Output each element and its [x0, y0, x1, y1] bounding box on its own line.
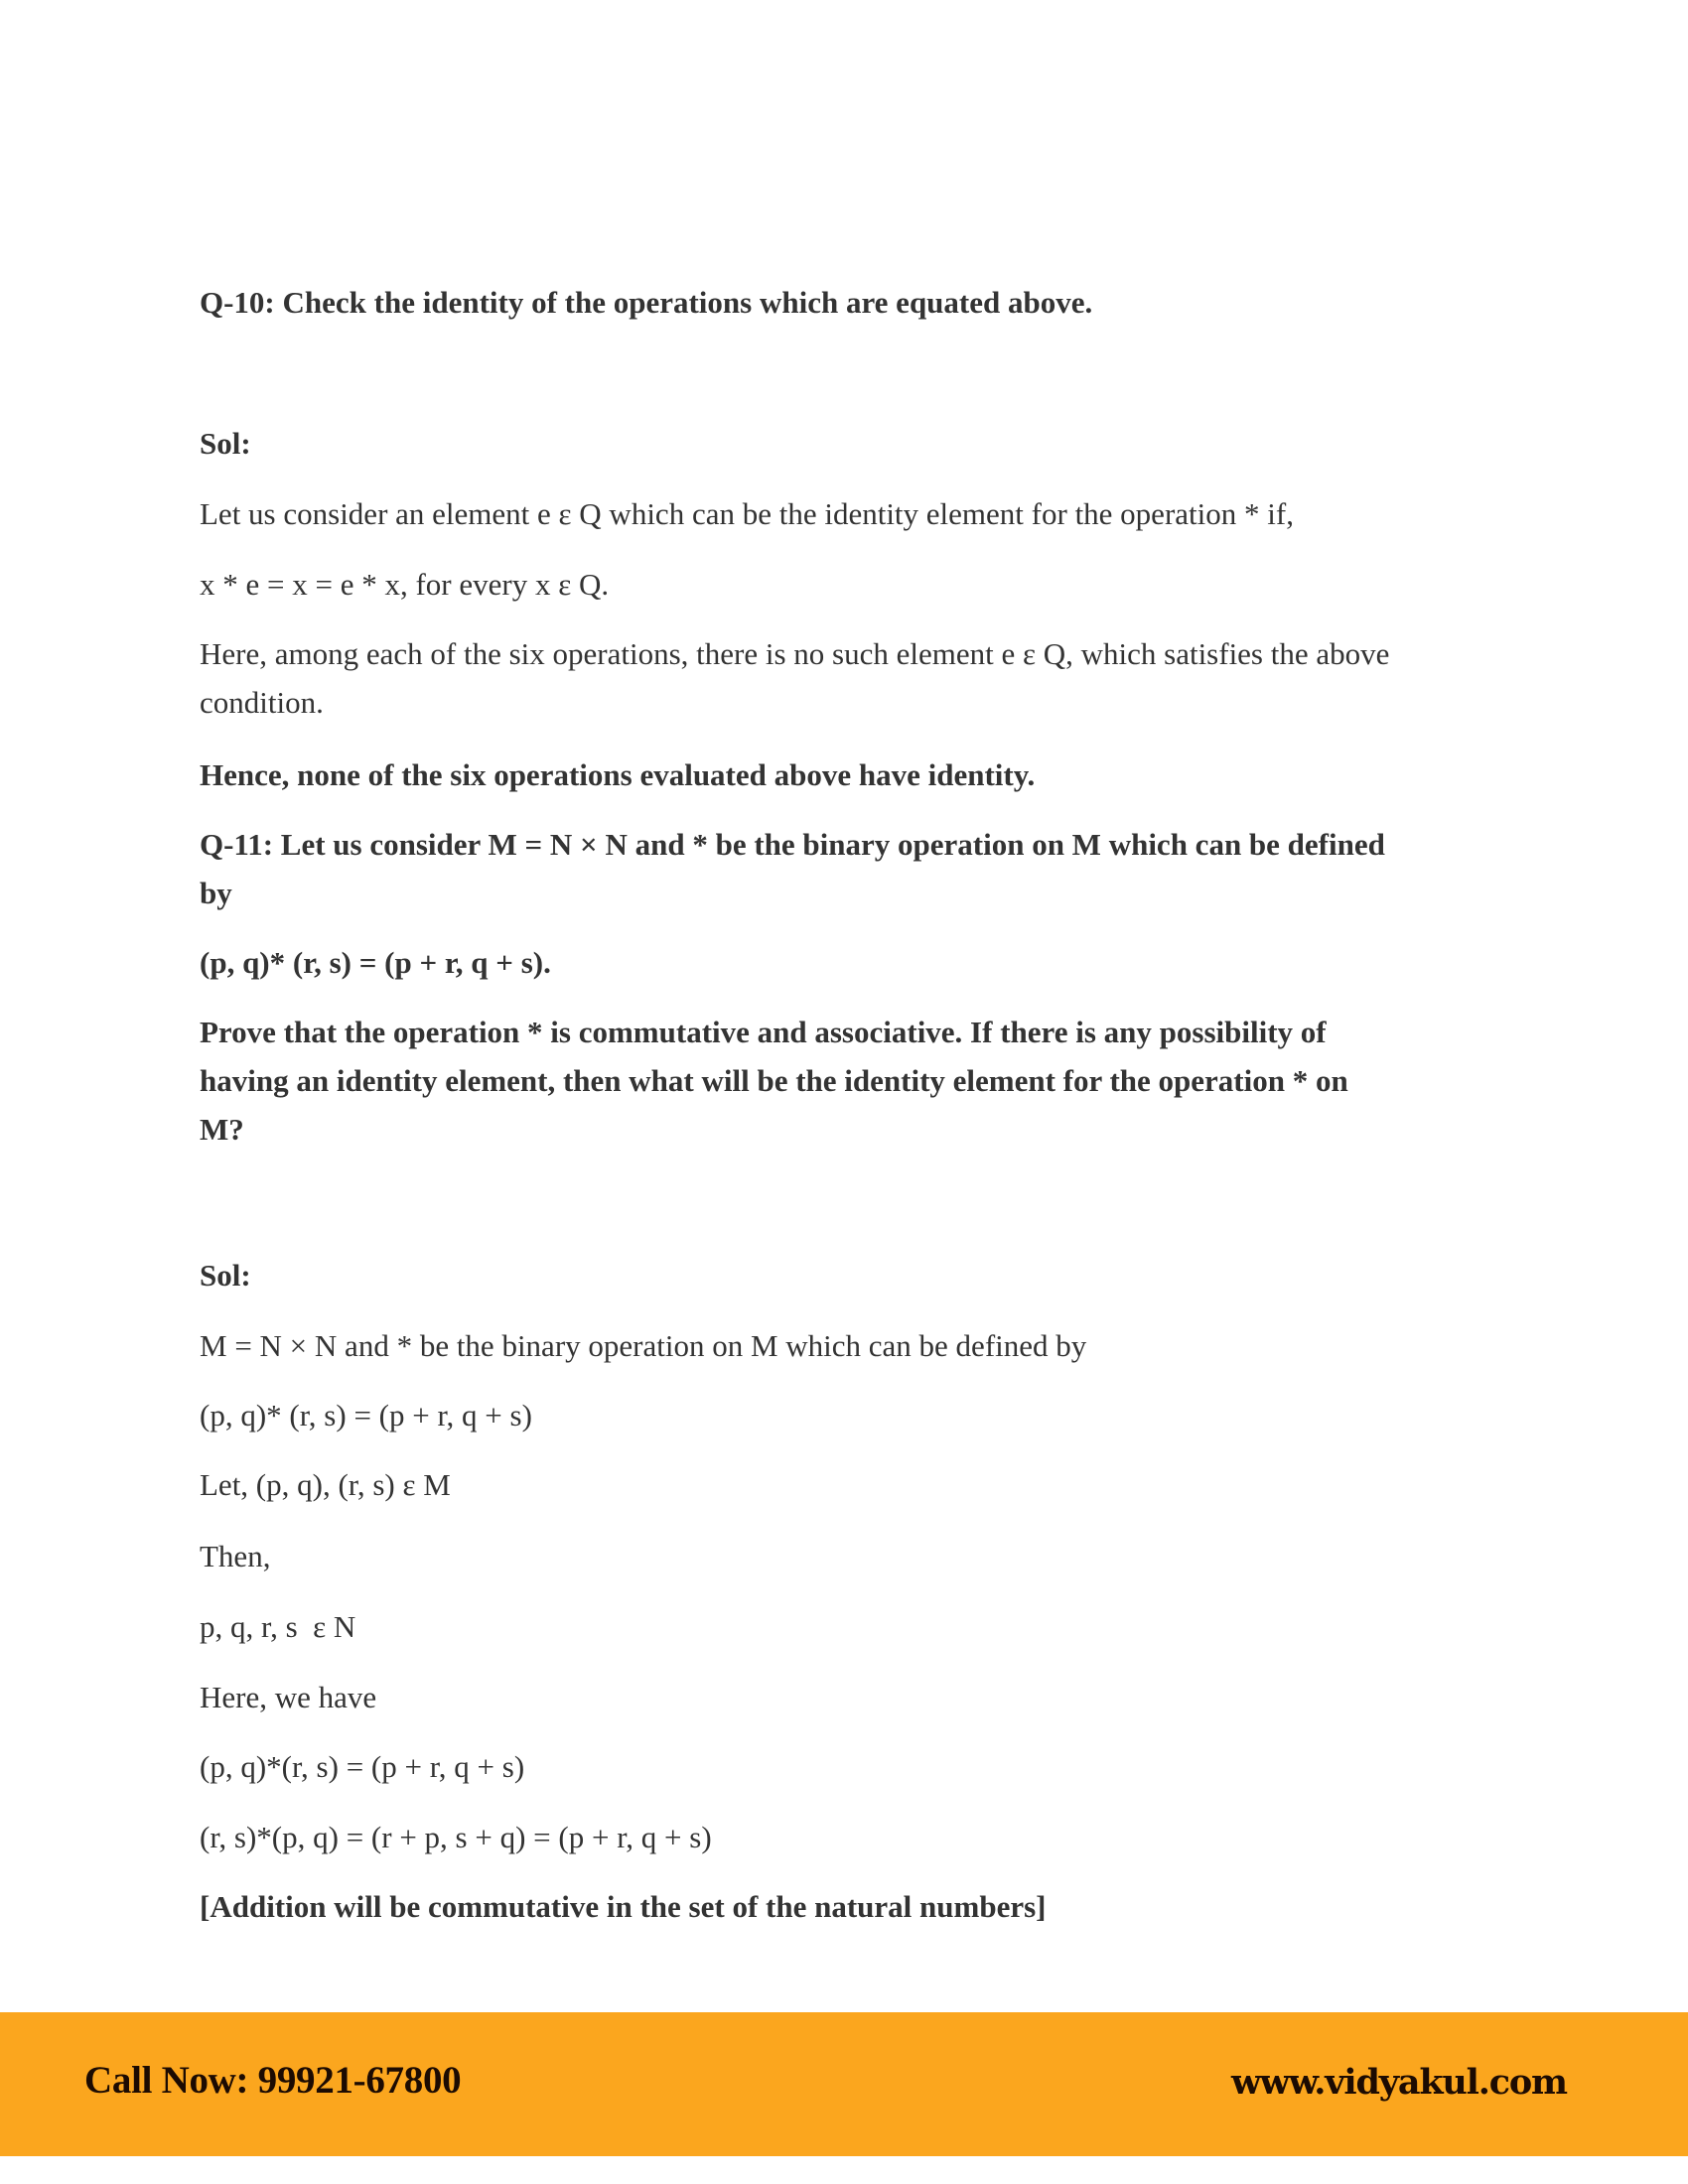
solution-line: Then,: [200, 1539, 271, 1573]
solution-line: condition.: [200, 685, 324, 720]
website-link[interactable]: www.vidyakul.com: [1231, 2062, 1567, 2103]
operation-definition: (p, q)* (r, s) = (p + r, q + s).: [200, 945, 551, 980]
prove-line: Prove that the operation * is commutative and associative. If there is any possibility of: [200, 1015, 1327, 1049]
conclusion-q10: Hence, none of the six operations evaluated above have identity.: [200, 757, 1036, 792]
solution-label: Sol:: [200, 1258, 251, 1293]
solution-line: p, q, r, s ε N: [200, 1609, 356, 1644]
solution-line: (r, s)*(p, q) = (r + p, s + q) = (p + r, q + s): [200, 1820, 712, 1854]
prove-line: having an identity element, then what will be the identity element for the operation * on: [200, 1063, 1348, 1098]
solution-line: M = N × N and * be the binary operation on M which can be defined by: [200, 1328, 1087, 1363]
question-q10: Q-10: Check the identity of the operations which are equated above.: [200, 285, 1093, 320]
solution-line: Let us consider an element e ε Q which can be the identity element for the operation * if,: [200, 496, 1294, 531]
solution-line: x * e = x = e * x, for every x ε Q.: [200, 567, 610, 602]
question-q11: [200, 820, 1490, 917]
solution-paragraph: [200, 629, 1490, 727]
solution-line: (p, q)* (r, s) = (p + r, q + s): [200, 1398, 532, 1433]
question-line: by: [200, 876, 232, 910]
prove-statement: [200, 1008, 1490, 1154]
solution-line: Let, (p, q), (r, s) ε M: [200, 1467, 451, 1502]
solution-line: (p, q)*(r, s) = (p + r, q + s): [200, 1749, 525, 1784]
question-line: Q-11: Let us consider M = N × N and * be the binary operation on M which can be defined: [200, 827, 1385, 862]
solution-label: Sol:: [200, 426, 251, 461]
solution-line: Here, among each of the six operations, there is no such element e ε Q, which satisfies the above: [200, 636, 1390, 671]
commutative-note: [Addition will be commutative in the set of the natural numbers]: [200, 1889, 1047, 1924]
call-now-text: Call Now: 99921-67800: [84, 2059, 462, 2102]
prove-line: M?: [200, 1112, 244, 1147]
solution-line: Here, we have: [200, 1680, 377, 1714]
